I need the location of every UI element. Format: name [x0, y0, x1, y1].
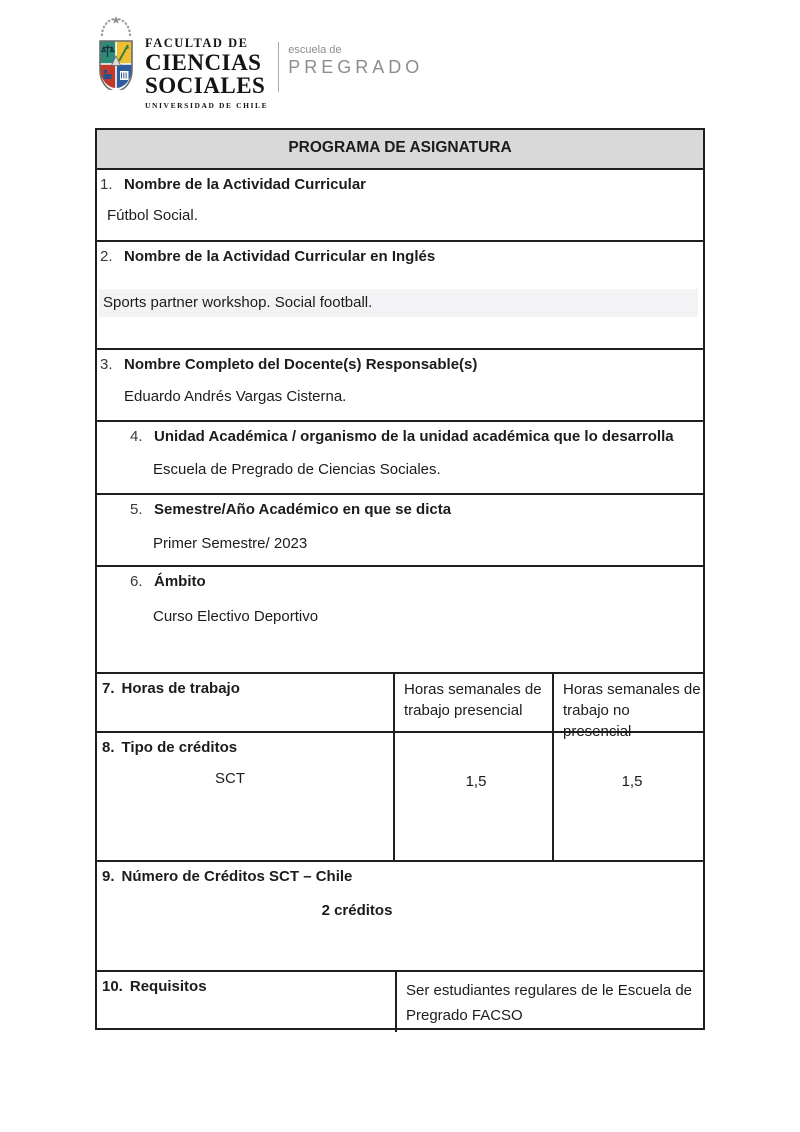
- table-title: PROGRAMA DE ASIGNATURA: [288, 139, 512, 156]
- row6-number: 6.: [130, 573, 143, 590]
- row6-label: Ámbito: [154, 573, 206, 590]
- program-table: [95, 128, 705, 1030]
- row4-label-line: [130, 428, 674, 445]
- faculty-line3: SOCIALES: [145, 73, 266, 99]
- table-row-6: [97, 567, 703, 674]
- row3-value: Eduardo Andrés Vargas Cisterna.: [124, 388, 347, 405]
- row4-value: Escuela de Pregrado de Ciencias Sociales.: [153, 461, 441, 478]
- row7-label-line: [102, 680, 240, 697]
- table-row-9: [97, 862, 703, 972]
- university-name: UNIVERSIDAD DE CHILE: [145, 100, 269, 110]
- row1-label: Nombre de la Actividad Curricular: [124, 176, 367, 193]
- row9-number: 9.: [102, 868, 115, 885]
- row3-label: Nombre Completo del Docente(s) Responsable(s): [124, 356, 478, 373]
- table-row-7: [97, 674, 703, 740]
- row4-number: 4.: [130, 428, 143, 445]
- table-row-8: [97, 733, 703, 862]
- faculty-line2: CIENCIAS: [145, 50, 262, 75]
- logo-divider: [278, 42, 279, 92]
- faculty-name-block: [145, 14, 268, 110]
- row2-label: Nombre de la Actividad Curricular en Inglés: [124, 248, 436, 265]
- row3-label-line: [100, 356, 477, 373]
- row10-number: 10.: [102, 978, 123, 995]
- row4-label: Unidad Académica / organismo de la unidad académica que lo desarrolla: [154, 428, 674, 445]
- row1-label-line: [100, 176, 366, 193]
- row9-label: Número de Créditos SCT – Chile: [121, 868, 353, 885]
- shield-icon: [97, 38, 135, 90]
- row8-label-line: [102, 739, 237, 756]
- table-row-2: [97, 242, 703, 350]
- row10-label-line: [102, 978, 207, 995]
- school-big-label: PREGRADO: [288, 57, 424, 77]
- school-name-block: [288, 44, 423, 78]
- row5-label: Semestre/Año Académico en que se dicta: [154, 501, 452, 518]
- row9-label-line: [102, 868, 352, 885]
- row6-value: Curso Electivo Deportivo: [153, 608, 319, 625]
- university-logo: [96, 14, 423, 110]
- row9-value: 2 créditos: [321, 902, 393, 919]
- row2-label-line: [100, 248, 435, 265]
- school-small-label: escuela de: [288, 44, 342, 56]
- row8-label: Tipo de créditos: [121, 739, 238, 756]
- row3-number: 3.: [100, 356, 113, 373]
- university-crest: [96, 14, 136, 90]
- laurel-wreath-icon: [96, 14, 136, 38]
- table-row-3: [97, 350, 703, 422]
- table-row-5: [97, 495, 703, 567]
- row5-number: 5.: [130, 501, 143, 518]
- row7-col3-header: Horas semanales de trabajo no presencial: [563, 681, 701, 740]
- row1-value: Fútbol Social.: [107, 207, 198, 224]
- row5-label-line: [130, 501, 451, 518]
- row2-value: Sports partner workshop. Social football.: [103, 294, 373, 311]
- row8-value: SCT: [215, 770, 245, 787]
- row1-number: 1.: [100, 176, 113, 193]
- table-row-10: [97, 972, 703, 1032]
- table-row-4: [97, 422, 703, 495]
- row8-col2-value: 1,5: [465, 773, 487, 790]
- row6-label-line: [130, 573, 206, 590]
- row8-number: 8.: [102, 739, 115, 756]
- row7-number: 7.: [102, 680, 115, 697]
- faculty-line1: FACULTAD DE: [145, 36, 249, 50]
- row8-col3-value: 1,5: [621, 773, 643, 790]
- table-header: [97, 130, 703, 170]
- table-row-1: [97, 170, 703, 242]
- row7-col2-header: Horas semanales de trabajo presencial: [404, 681, 542, 719]
- row10-value: Ser estudiantes regulares de le Escuela de Pregrado FACSO: [406, 982, 693, 1024]
- row10-label: Requisitos: [129, 978, 207, 995]
- row5-value: Primer Semestre/ 2023: [153, 535, 308, 552]
- row7-label: Horas de trabajo: [121, 680, 240, 697]
- row2-number: 2.: [100, 248, 113, 265]
